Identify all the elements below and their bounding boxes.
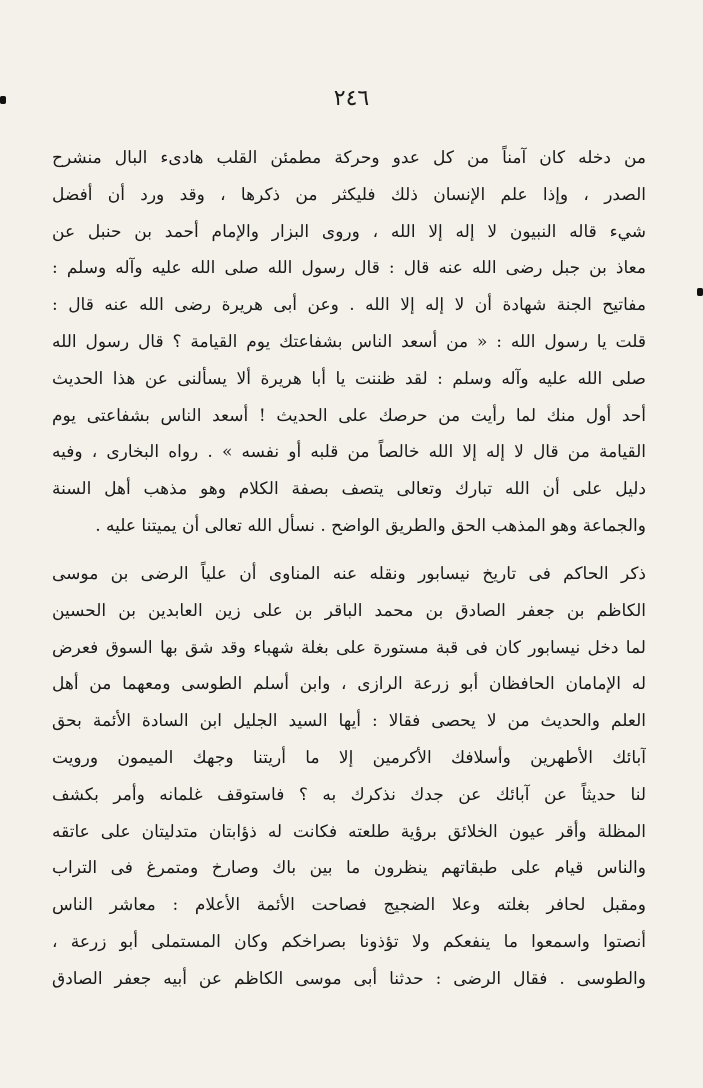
text-line: والطوسى . فقال الرضى : حدثنا أبى موسى الكاظم عن أبيه جعفر الصادق	[52, 968, 646, 989]
text-line: ومقبل لحافر بغلته وعلا الضجيج فصاحت الأئمة الأعلام : معاشر الناس	[52, 895, 646, 916]
text-line: معاذ بن جبل رضى الله عنه قال : قال رسول الله صلى الله عليه وآله وسلم :	[52, 258, 646, 279]
text-line: الكاظم بن جعفر الصادق بن محمد الباقر بن على زين العابدين بن الحسين	[52, 600, 646, 621]
text-line: والناس قيام على طبقاتهم ينظرون ما بين باك وصارخ ومتمرغ فى التراب	[52, 858, 646, 879]
text-line: شيء قاله النبيون لا إله إلا الله ، وروى البزار والإمام أحمد بن حنبل عن	[52, 221, 646, 242]
paragraph-2	[52, 556, 646, 998]
text-line: آبائك الأطهرين وأسلافك الأكرمين إلا ما أريتنا وجهك الميمون ورويت	[52, 747, 646, 768]
text-line: المظلة وأقر عيون الخلائق برؤية طلعته فكانت له ذؤابتان متدليتان على عاتقه	[52, 821, 646, 842]
text-line: له الإمامان الحافظان أبو زرعة الرازى ، وابن أسلم الطوسى ومعهما من أهل	[52, 674, 646, 695]
text-line: العلم والحديث من لا يحصى فقالا : أيها السيد الجليل ابن السادة الأئمة بحق	[52, 711, 646, 732]
text-line: القيامة من قال لا إله إلا الله خالصاً من قلبه أو نفسه » . رواه البخارى ، وفيه	[52, 442, 646, 463]
text-line: لما دخل نيسابور كان فى قبة مستورة على بغلة شهباء وقد شق بها السوق فعرض	[52, 637, 646, 658]
text-line: دليل على أن الله تبارك وتعالى يتصف بصفة الكلام وهو مذهب أهل السنة	[52, 479, 646, 500]
page-number: ٢٤٦	[333, 86, 370, 111]
text-line: الصدر ، وإذا علم الإنسان ذلك فليكثر من ذكرها ، وقد ورد أن أفضل	[52, 184, 646, 205]
text-line: من دخله كان آمناً من كل عدو وحركة مطمئن القلب هادىء البال منشرح	[52, 148, 646, 168]
text-line: ذكر الحاكم فى تاريخ نيسابور ونقله عنه المناوى أن علياً الرضى بن موسى	[52, 564, 646, 584]
paragraph-1	[52, 140, 646, 545]
text-line: أنصتوا واسمعوا ما ينفعكم ولا تؤذونا بصراخكم وكان المستملى أبو زرعة ،	[52, 931, 646, 952]
text-line: والجماعة وهو المذهب الحق والطريق الواضح . نسأل الله تعالى أن يميتنا عليه .	[95, 515, 646, 536]
text-line: صلى الله عليه وآله وسلم : لقد ظننت يا أبا هريرة ألا يسألنى عن هذا الحديث	[52, 368, 646, 389]
text-line: أحد أول منك لما رأيت من حرصك على الحديث ! أسعد الناس بشفاعتى يوم	[52, 405, 646, 426]
text-line: قلت يا رسول الله : « من أسعد الناس بشفاعتك يوم القيامة ؟ قال رسول الله	[52, 331, 646, 352]
text-line: لنا حديثاً عن آبائك عن جدك نذكرك به ؟ فاستوقف غلمانه وأمر بكشف	[52, 784, 646, 805]
page-edge-mark	[697, 288, 703, 296]
text-line: مفاتيح الجنة شهادة أن لا إله إلا الله . وعن أبى هريرة رضى الله عنه قال :	[52, 295, 646, 316]
